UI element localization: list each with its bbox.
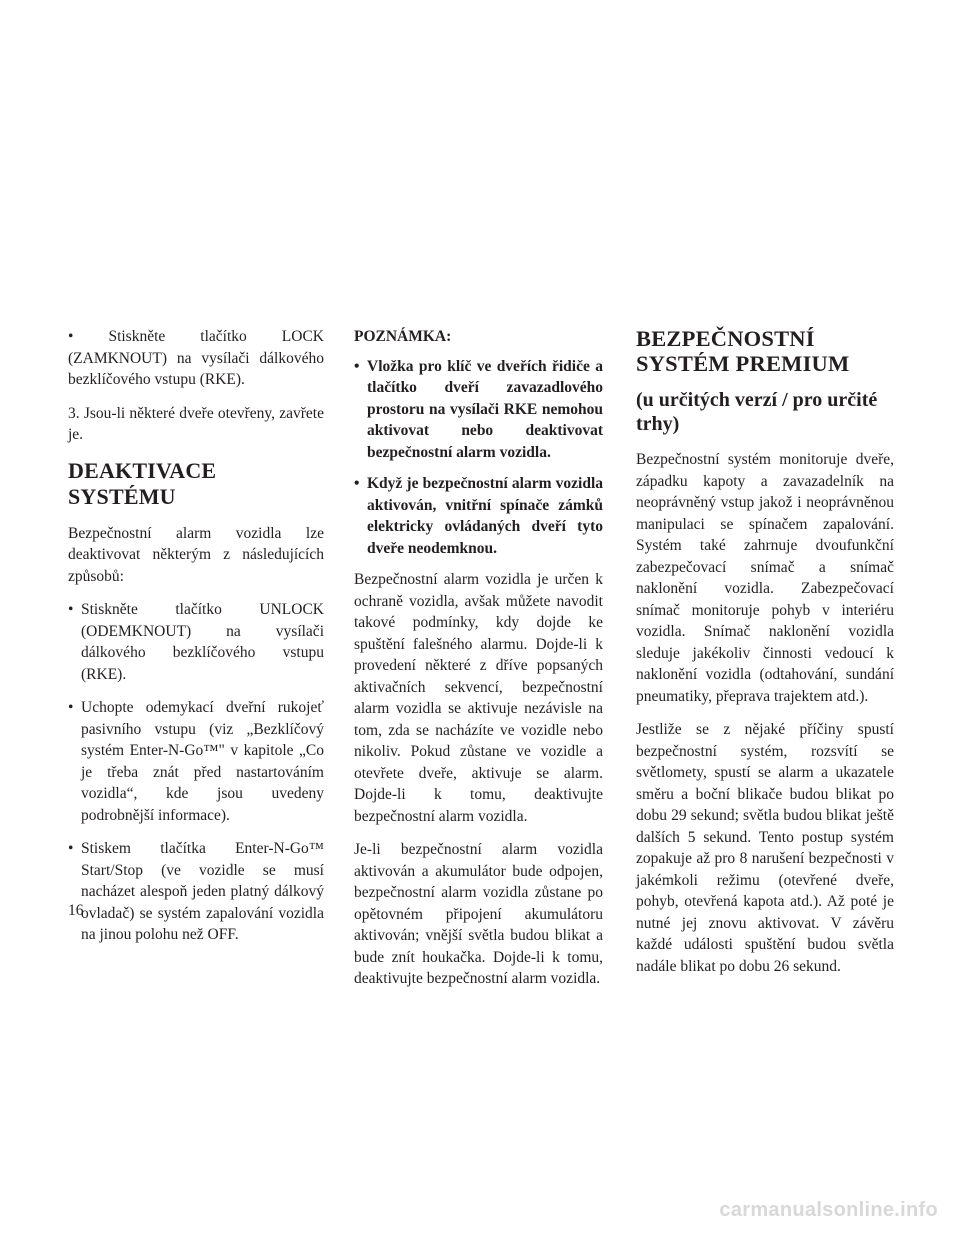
page-number: 16: [68, 902, 84, 919]
false-alarm-paragraph: Bezpečnostní alarm vozidla je určen k ochraně vozidla, avšak můžete navodit takové podmínky, kdy dojde ke spuštění falešného alarmu. Dojde-li k provedení některé z dříve popsaných aktivačních sekvencí, bezpečnostní alarm vozidla se aktivuje nezávisle na tom, zda se nacházíte ve vozidle nebo nikoliv. Pokud zůstane ve vozidle a otevřete dveře, aktivuje se alarm. Dojde-li k tomu, deaktivujte bezpečnostní alarm vozidla.: [354, 571, 603, 825]
note-label: POZNÁMKA:: [354, 328, 452, 345]
step-3: 3. Jsou-li některé dveře otevřeny, zavřete je.: [68, 404, 324, 443]
column-right: [636, 326, 894, 989]
watermark: carmanualsonline.info: [719, 1199, 938, 1221]
battery-paragraph: Je-li bezpečnostní alarm vozidla aktivován a akumulátor bude odpojen, bezpečnostní alarm vozidla zůstane po opětovném připojení akumulátoru aktivován; vnější světla budou blikat a bude znít houkačka. Dojde-li k tomu, deaktivujte bezpečnostní alarm vozidla.: [354, 841, 603, 987]
section-subheading: (u určitých verzí / pro určité trhy): [636, 389, 878, 435]
lock-instruction: • Stiskněte tlačítko LOCK (ZAMKNOUT) na vysílači dálkového bezklíčového vstupu (RKE).: [68, 328, 324, 388]
list-item: • Stiskem tlačítka Enter-N-Go™ Start/Stop (ve vozidle se musí nacházet alespoň jeden platný dálkový ovladač) se systém zapalování vozidla na jinou polohu než OFF.: [68, 840, 324, 943]
list-item: • Stiskněte tlačítko UNLOCK (ODEMKNOUT) na vysílači dálkového bezklíčového vstupu (RKE).: [68, 601, 324, 683]
alarm-trigger-paragraph: Jestliže se z nějaké příčiny spustí bezpečnostní systém, rozsvítí se světlomety, spustí se alarm a ukazatele směru a boční blikače budou blikat po dobu 29 sekund; světla budou blikat ještě dalších 5 sekund. Tento postup systém zopakuje až pro 8 narušení bezpečnosti v jakémkoli režimu (otevřené dveře, pohyb, otevřená kapota atd.). Až poté je nutné jej znovu aktivovat. V závěru každé události spuštění budou světla nadále blikat po dobu 26 sekund.: [636, 721, 894, 975]
column-middle: [354, 326, 603, 1002]
list-item: • Uchopte odemykací dveřní rukojeť pasivního vstupu (viz „Bezklíčový systém Enter-N-Go™" v kapitole „Co je třeba znát před nastartováním vozidla“, kde jsou uvedeny podrobnější informace).: [68, 699, 324, 824]
premium-description: Bezpečnostní systém monitoruje dveře, západku kapoty a zavazadelník na neoprávněný vstup jakož i neoprávněnou manipulaci se spínačem zapalování. Systém také zahrnuje dvoufunkční zabezpečovací snímač a snímač naklonění vozidla. Zabezpečovací snímač monitoruje pohyb v interiéru vozidla. Snímač naklonění vozidla sleduje jakékoliv činnosti vedoucí k naklonění vozidla (odtahování, sundání pneumatiky, přeprava trajektem atd.).: [636, 451, 894, 705]
note-item: • Vložka pro klíč ve dveřích řidiče a tlačítko dveří zavazadlového prostoru na vysílači RKE nemohou aktivovat nebo deaktivovat bezpečnostní alarm vozidla.: [354, 357, 603, 461]
section-heading-deactivation: DEAKTIVACE SYSTÉMU: [68, 457, 217, 509]
deactivation-intro: Bezpečnostní alarm vozidla lze deaktivovat některým z následujících způsobů:: [68, 524, 324, 585]
note-item: • Když je bezpečnostní alarm vozidla aktivován, vnitřní spínače zámků elektricky ovládaných dveří tyto dveře neodemknou.: [354, 475, 603, 557]
column-left: [68, 326, 324, 958]
section-heading-premium: BEZPEČNOSTNÍ SYSTÉM PREMIUM: [636, 326, 850, 376]
